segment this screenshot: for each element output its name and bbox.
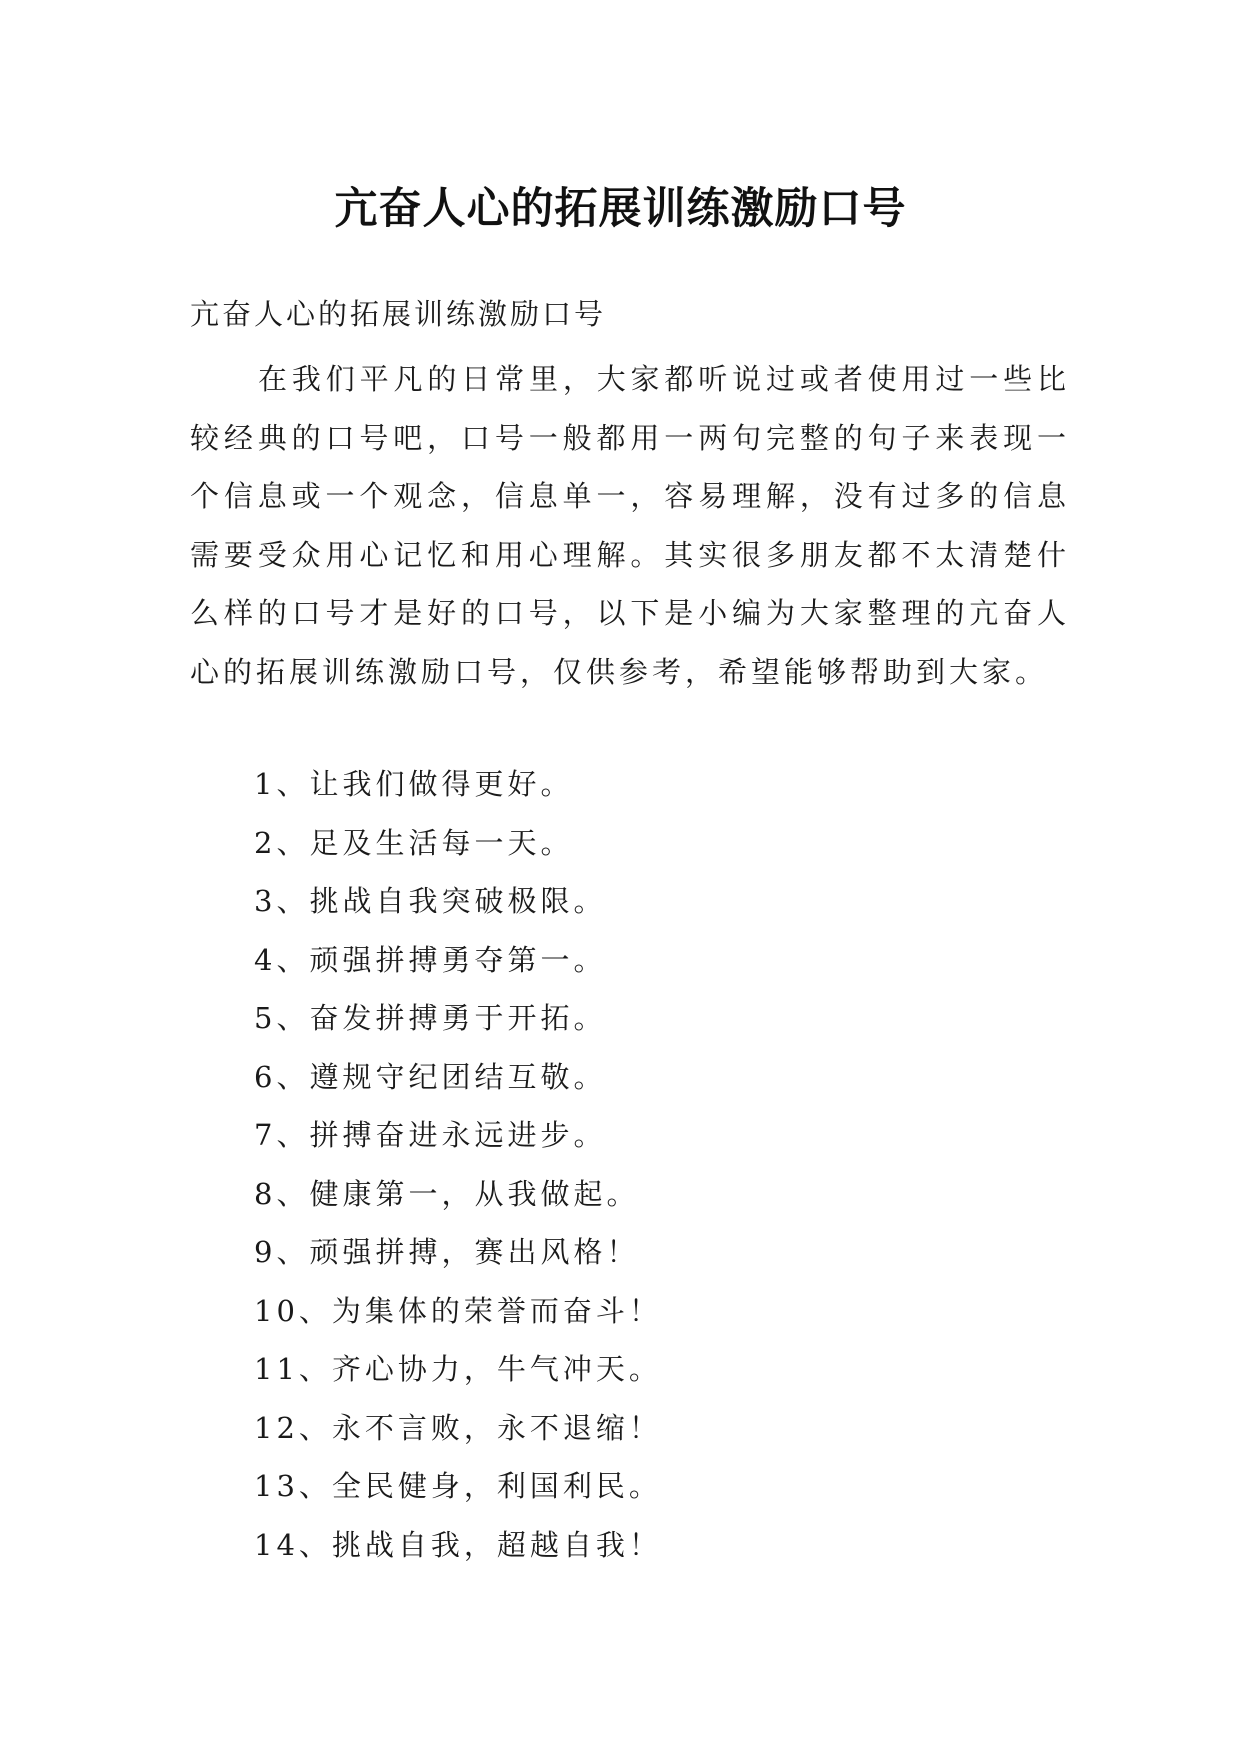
slogan-item: 10、为集体的荣誉而奋斗！ — [254, 1293, 662, 1328]
slogan-item: 4、顽强拼搏勇夺第一。 — [254, 942, 607, 977]
document-subtitle: 亢奋人心的拓展训练激励口号 — [190, 297, 607, 331]
slogan-item: 13、全民健身，利国利民。 — [254, 1469, 662, 1503]
slogan-item: 3、挑战自我突破极限。 — [254, 884, 607, 918]
slogan-item: 5、奋发拼搏勇于开拓。 — [254, 1001, 607, 1035]
slogan-item: 14、挑战自我，超越自我！ — [254, 1527, 662, 1562]
slogan-item: 1、让我们做得更好。 — [254, 767, 574, 801]
slogan-item: 2、足及生活每一天。 — [254, 825, 574, 860]
slogan-item: 9、顽强拼搏，赛出风格！ — [254, 1235, 640, 1269]
slogan-list — [254, 755, 662, 1574]
document-title: 亢奋人心的拓展训练激励口号 — [334, 183, 907, 234]
slogan-item: 8、健康第一，从我做起。 — [254, 1176, 640, 1211]
slogan-item: 7、拼搏奋进永远进步。 — [254, 1118, 607, 1152]
slogan-item: 6、遵规守纪团结互敬。 — [254, 1059, 607, 1094]
slogan-item: 12、永不言败，永不退缩！ — [254, 1410, 662, 1445]
slogan-item: 11、齐心协力，牛气冲天。 — [254, 1352, 662, 1386]
intro-paragraph: 在我们平凡的日常里，大家都听说过或者使用过一些比较经典的口号吧，口号一般都用一两句完整的句子来表现一个信息或一个观念，信息单一，容易理解，没有过多的信息需要受众用心记忆和用心理解。其实很多朋友都不太清楚什么样的口号才是好的口号，以下是小编为大家整理的亢奋人心的拓展训练激励口号，仅供参考，希望能够帮助到大家。 — [190, 362, 1070, 689]
